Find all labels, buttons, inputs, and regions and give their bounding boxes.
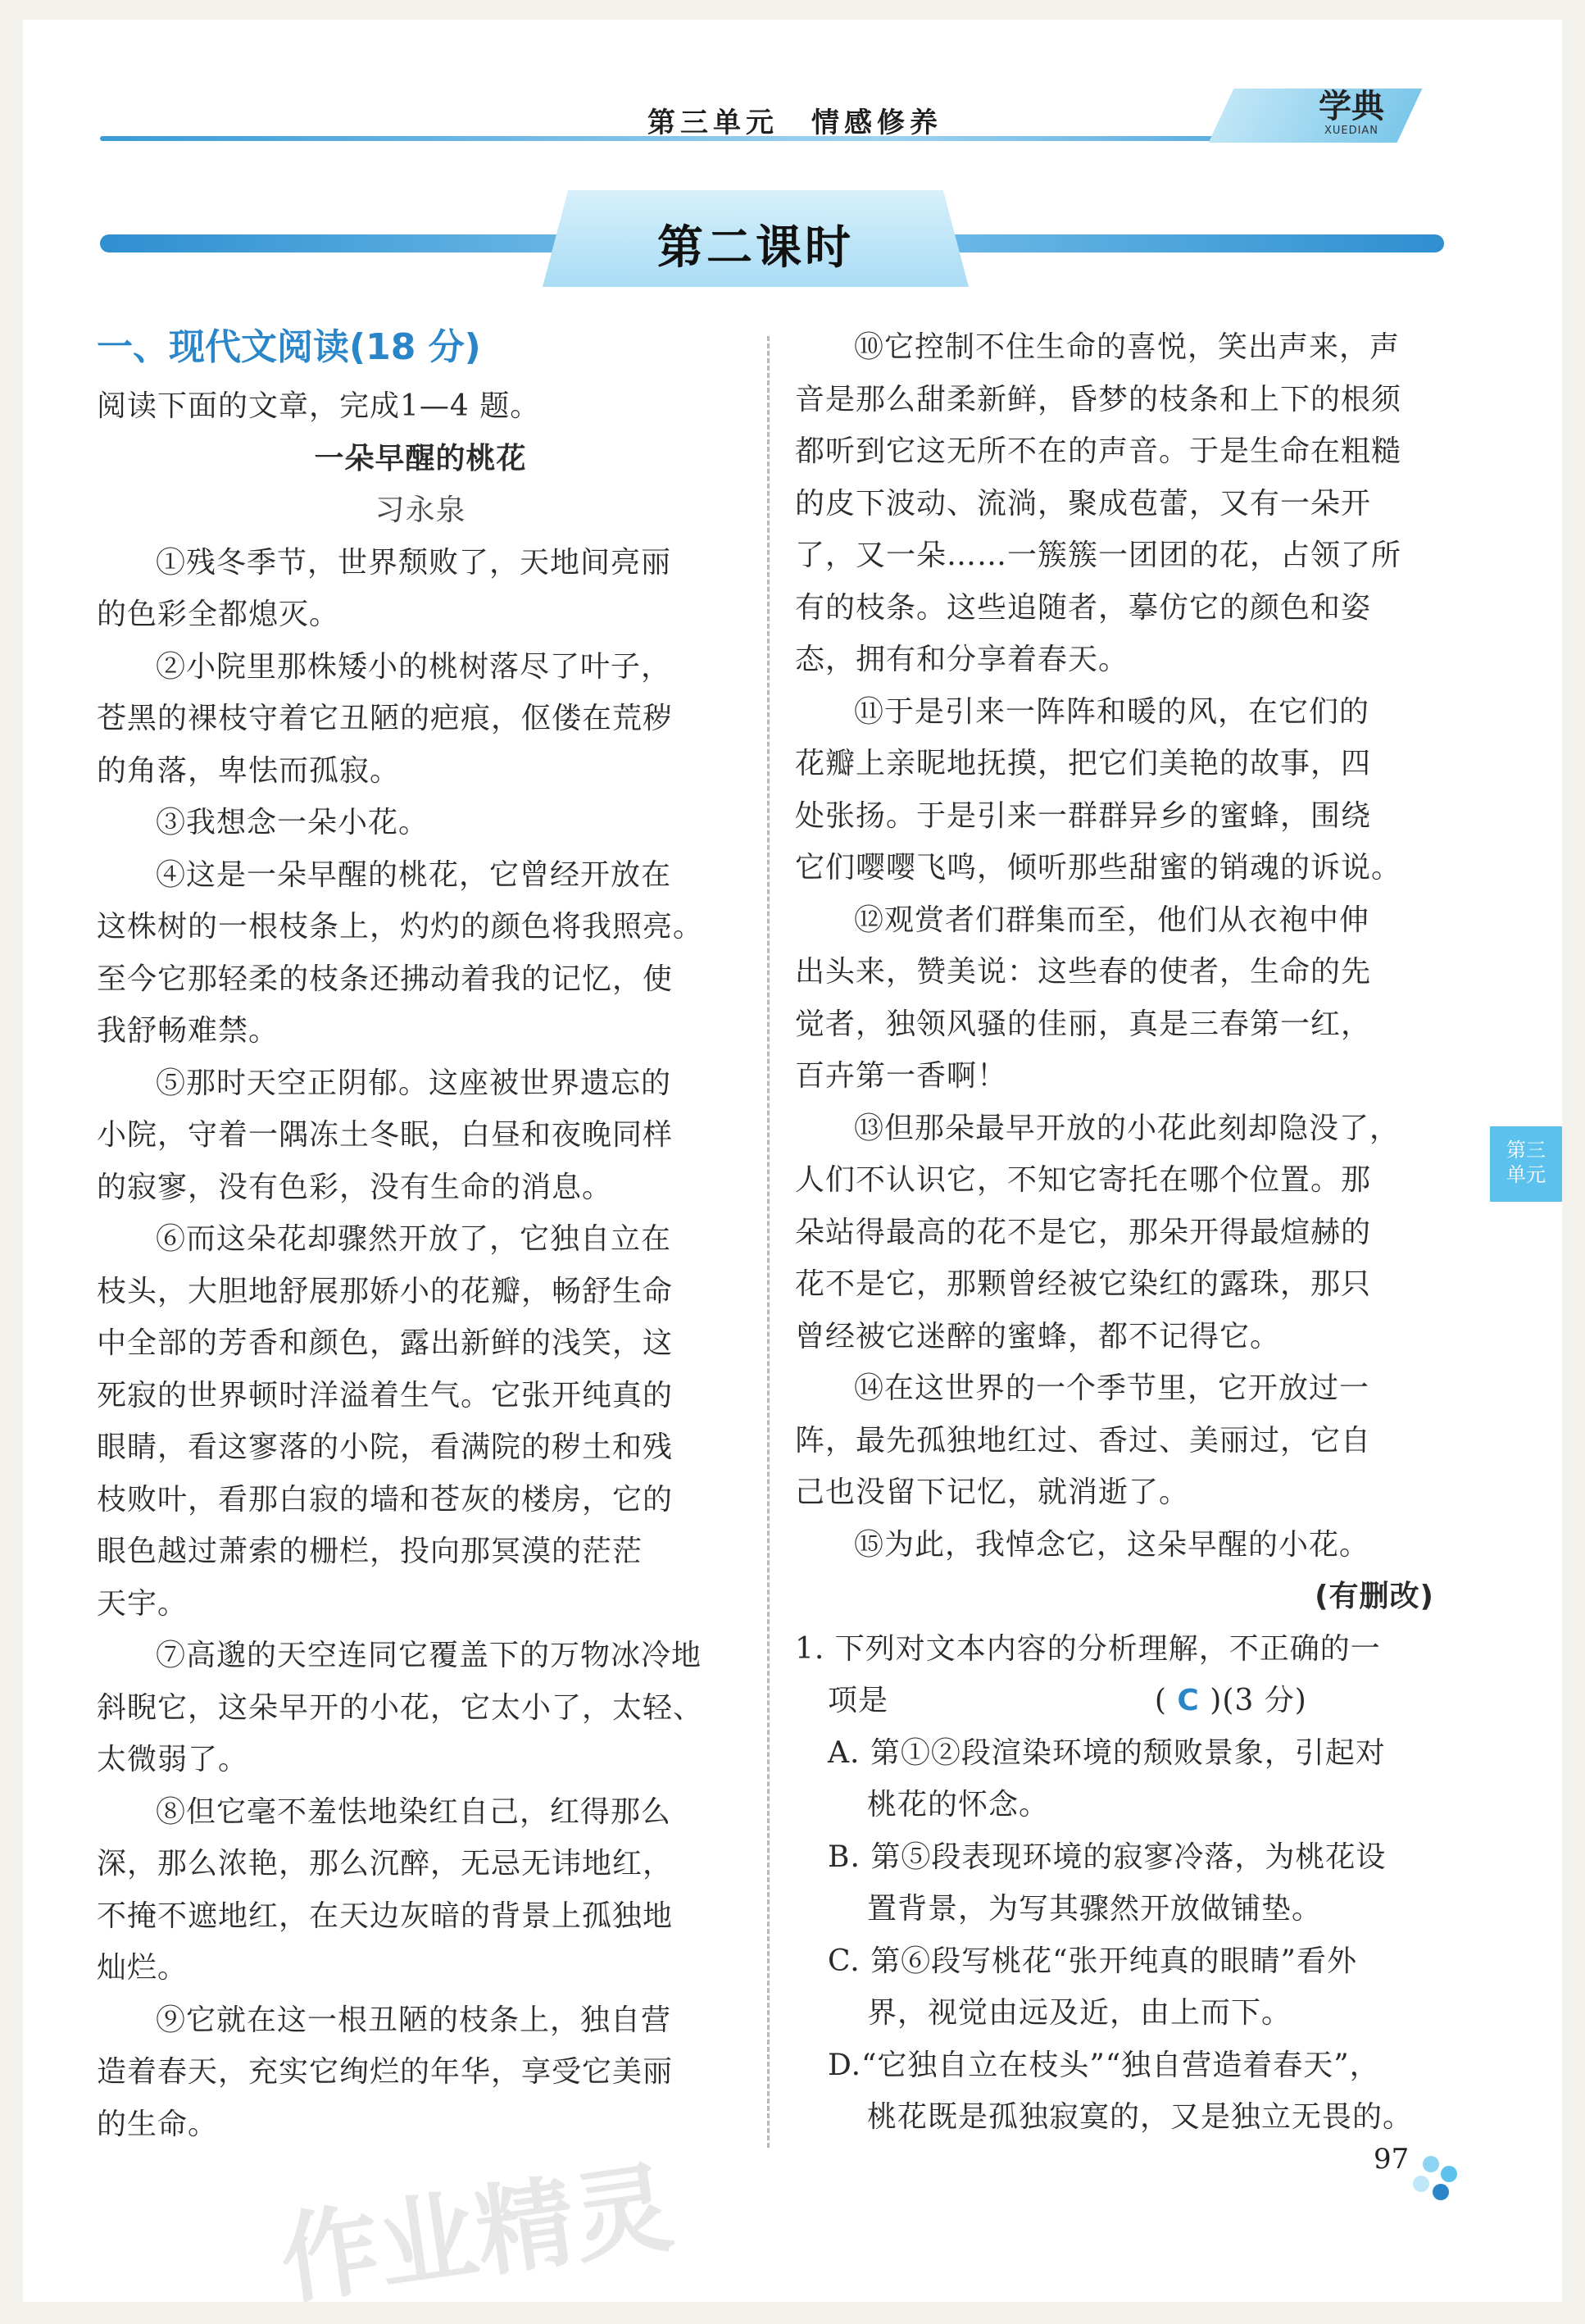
author: 习永泉 xyxy=(375,493,466,527)
text-line: 百卉第一香啊！ xyxy=(795,1059,1008,1093)
question-1 xyxy=(795,1623,1434,2144)
text-line: 枝头，大胆地舒展那娇小的花瓣，畅舒生命 xyxy=(97,1274,674,1308)
text-line: 有的枝条。这些追随者，摹仿它的颜色和姿 xyxy=(795,590,1372,625)
question-stem-continued xyxy=(795,1675,1434,1727)
text-line: 态，拥有和分享着春天。 xyxy=(795,643,1129,676)
option-line: A. 第①②段渲染环境的颓败景象，引起对 xyxy=(828,1735,1386,1770)
text-line: 人们不认识它，不知它寄托在哪个位置。那 xyxy=(795,1163,1372,1197)
text-line: ③我想念一朵小花。 xyxy=(156,806,429,839)
text-line: ⑪于是引来一阵阵和暖的风，在它们的 xyxy=(854,694,1370,729)
brand-logo xyxy=(1298,89,1405,143)
decor-dot xyxy=(1413,2176,1429,2192)
page-number: 97 xyxy=(1374,2143,1410,2176)
option-line-continued: 界，视觉由远及近，由上而下。 xyxy=(867,1996,1292,2030)
option-line: C. 第⑥段写桃花“张开纯真的眼睛”看外 xyxy=(828,1944,1357,1978)
option-line-continued: 桃花既是孤独寂寞的，又是独立无畏的。 xyxy=(867,2100,1414,2134)
text-line: 苍黑的裸枝守着它丑陋的疤痕，伛偻在荒秽 xyxy=(97,702,674,735)
decor-dot xyxy=(1423,2156,1439,2172)
text-line: 眼色越过萧索的栅栏，投向那冥漠的茫茫 xyxy=(97,1535,643,1568)
text-line: 斜睨它，这朵早开的小花，它太小了，太轻、 xyxy=(97,1690,704,1725)
option-line-continued: 置背景，为写其骤然开放做铺垫。 xyxy=(867,1892,1323,1926)
text-line: 了，又一朵……一簇簇一团团的花，占领了所 xyxy=(795,539,1402,572)
option-line: D.“它独自立在枝头”“独自营造着春天”， xyxy=(828,2048,1380,2082)
source-note: (有删改) xyxy=(1315,1580,1434,1613)
text-line: 都听到它这无所不在的声音。于是生命在粗糙 xyxy=(795,434,1402,468)
page-decoration-dots xyxy=(1405,2156,1462,2213)
left-article-body xyxy=(97,537,744,2151)
article-title: 一朵早醒的桃花 xyxy=(314,441,527,475)
text-line: 小院，守着一隅冻土冬眠，白昼和夜晚同样 xyxy=(97,1118,674,1152)
text-line: 曾经被它迷醉的蜜蜂，都不记得它。 xyxy=(795,1319,1281,1353)
text-line: 深，那么浓艳，那么沉醉，无忌无讳地红， xyxy=(97,1847,674,1881)
text-line: ⑮为此，我悼念它，这朵早醒的小花。 xyxy=(854,1527,1370,1562)
text-line: 花瓣上亲昵地抚摸，把它们美艳的故事，四 xyxy=(795,747,1372,780)
text-line: 的皮下波动、流淌，聚成苞蕾，又有一朵开 xyxy=(795,486,1372,521)
text-line: 眼睛，看这寥落的小院，看满院的秽土和残 xyxy=(97,1430,674,1464)
text-line: 觉者，独领风骚的佳丽，真是三春第一红， xyxy=(795,1007,1372,1041)
text-line: ⑨它就在这一根丑陋的枝条上，独自营 xyxy=(156,2003,672,2037)
unit-title: 第三单元 情感修养 xyxy=(647,107,942,139)
text-line: 不掩不遮地红，在天边灰暗的背景上孤独地 xyxy=(97,1899,674,1933)
text-line: ④这是一朵早醒的桃花，它曾经开放在 xyxy=(156,857,672,892)
text-line: 的生命。 xyxy=(97,2107,219,2141)
text-line: 灿烂。 xyxy=(97,1951,188,1985)
text-line: 出头来，赞美说：这些春的使者，生命的先 xyxy=(795,955,1372,989)
text-line: 这株树的一根枝条上，灼灼的颜色将我照亮。 xyxy=(97,910,704,944)
right-article-body xyxy=(795,321,1434,1571)
side-tab-line2: 单元 xyxy=(1506,1163,1546,1186)
text-line: 阵，最先孤独地红过、香过、美丽过，它自 xyxy=(795,1423,1372,1458)
text-line: ⑬但那朵最早开放的小花此刻却隐没了， xyxy=(854,1111,1401,1145)
question-stem: 1. 下列对文本内容的分析理解，不正确的一 xyxy=(795,1631,1381,1666)
option-line: B. 第⑤段表现环境的寂寥冷落，为桃花设 xyxy=(828,1840,1387,1874)
left-column xyxy=(97,321,744,2150)
section-title: 一、现代文阅读(18 分) xyxy=(97,326,481,368)
unit-side-tab xyxy=(1490,1126,1562,1202)
text-line: 的角落，卑怯而孤寂。 xyxy=(97,753,401,788)
text-line: 己也没留下记忆，就消逝了。 xyxy=(795,1476,1190,1509)
text-line: ①残冬季节，世界颓败了，天地间亮丽 xyxy=(156,545,672,580)
text-line: ⑤那时天空正阴郁。这座被世界遗忘的 xyxy=(156,1066,672,1100)
text-line: 音是那么甜柔新鲜，昏梦的枝条和上下的根须 xyxy=(795,382,1402,416)
text-line: ⑥而这朵花却骤然开放了，它独自立在 xyxy=(156,1222,672,1256)
text-line: 的寂寥，没有色彩，没有生命的消息。 xyxy=(97,1170,613,1204)
answer-options xyxy=(795,1727,1434,2144)
brand-name-en: XUEDIAN xyxy=(1324,125,1379,137)
text-line: 朵站得最高的花不是它，那朵开得最煊赫的 xyxy=(795,1215,1372,1249)
watermark: 作业精灵 xyxy=(274,2151,679,2319)
answer-paren-close: )(3 分) xyxy=(1210,1684,1307,1717)
text-line: 天宇。 xyxy=(97,1586,188,1621)
text-line: ②小院里那株矮小的桃树落尽了叶子， xyxy=(156,649,672,684)
text-line: 的色彩全都熄灭。 xyxy=(97,598,340,631)
instruction: 阅读下面的文章，完成1—4 题。 xyxy=(97,389,541,423)
decor-dot xyxy=(1441,2166,1457,2182)
answer-paren-open: ( xyxy=(1154,1684,1167,1717)
lesson-title: 第二课时 xyxy=(657,221,854,275)
text-line: 造着春天，充实它绚烂的年华，享受它美丽 xyxy=(97,2055,674,2089)
text-line: ⑭在这世界的一个季节里，它开放过一 xyxy=(854,1371,1370,1405)
text-line: ⑩它控制不住生命的喜悦，笑出声来，声 xyxy=(854,330,1401,364)
option-line-continued: 桃花的怀念。 xyxy=(867,1788,1050,1821)
brand-name: 学典 xyxy=(1319,88,1384,125)
text-line: ⑫观赏者们群集而至，他们从衣袍中伸 xyxy=(854,903,1370,937)
text-line: 我舒畅难禁。 xyxy=(97,1014,279,1048)
text-line: 至今它那轻柔的枝条还拂动着我的记忆，使 xyxy=(97,962,674,996)
text-line: ⑦高邈的天空连同它覆盖下的万物冰冷地 xyxy=(156,1639,702,1672)
text-line: 枝败叶，看那白寂的墙和苍灰的楼房，它的 xyxy=(97,1482,674,1517)
column-divider xyxy=(767,336,770,2148)
side-tab-line1: 第三 xyxy=(1506,1139,1546,1162)
text-line: 处张扬。于是引来一群群异乡的蜜蜂，围绕 xyxy=(795,798,1372,833)
text-line: ⑧但它毫不羞怯地染红自己，红得那么 xyxy=(156,1794,672,1829)
text-line: 死寂的世界顿时洋溢着生气。它张开纯真的 xyxy=(97,1378,674,1412)
right-column xyxy=(795,321,1434,2144)
question-stem-end: 项是 xyxy=(828,1684,889,1717)
text-line: 太微弱了。 xyxy=(97,1743,249,1776)
decor-dot xyxy=(1433,2184,1449,2200)
answer-mark: C xyxy=(1177,1684,1200,1717)
text-line: 中全部的芳香和颜色，露出新鲜的浅笑，这 xyxy=(97,1326,674,1360)
text-line: 它们嘤嘤飞鸣，倾听那些甜蜜的销魂的诉说。 xyxy=(795,851,1402,885)
text-line: 花不是它，那颗曾经被它染红的露珠，那只 xyxy=(795,1267,1372,1301)
